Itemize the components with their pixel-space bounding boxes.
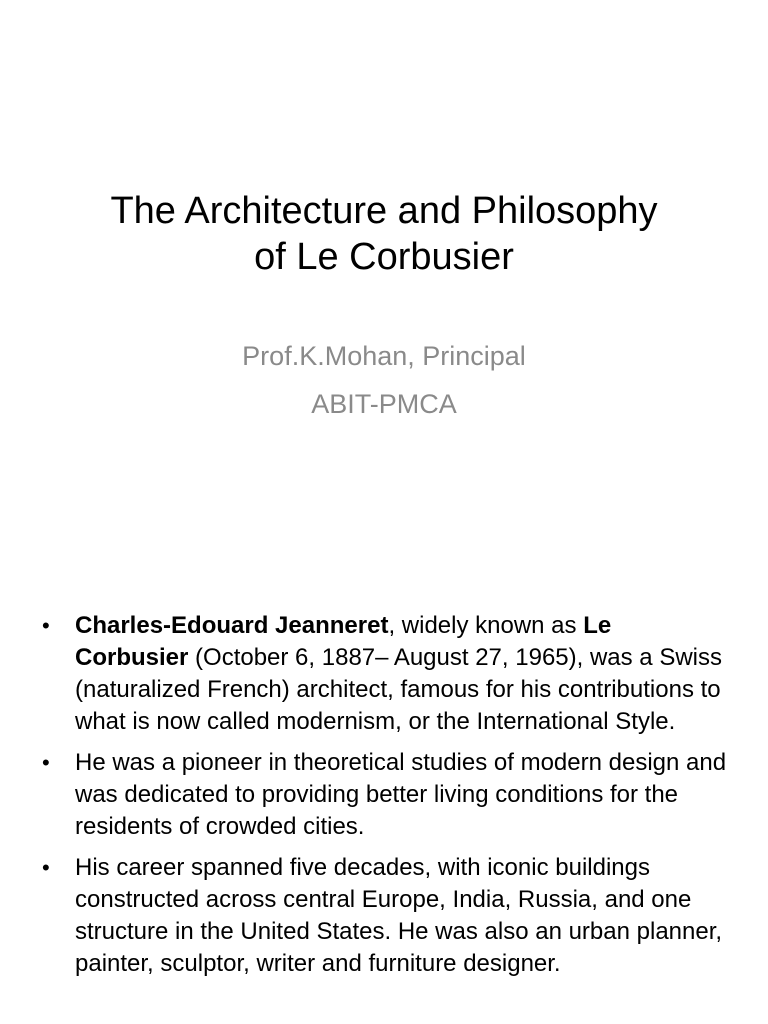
bullet-dot-icon: •	[42, 750, 50, 775]
bullet-text-2: He was a pioneer in theoretical studies of modern design and was dedicated to providing better living conditions for the residents of crowded cities.	[75, 749, 727, 840]
bold-name-jeanneret: Charles-Edouard Jeanneret	[75, 612, 389, 639]
author-name: Prof.K.Mohan, Principal	[242, 341, 526, 371]
bullet-item-1	[40, 610, 730, 738]
content-slide	[0, 576, 768, 1024]
bullet-text-1	[75, 612, 722, 735]
bullet-dot-icon: •	[42, 613, 50, 638]
bullet-text-3: His career spanned five decades, with iconic buildings constructed across central Europe, India, Russia, and one structure in the United States. He was also an urban planner, painter, sculptor, writer and furniture designer.	[75, 854, 723, 977]
bullet-text-1-part-1: , widely known as	[388, 612, 584, 639]
bullet-dot-icon: •	[42, 855, 50, 880]
slide-title-line-1: The Architecture and Philosophy	[110, 190, 658, 232]
bullet-item-3	[40, 852, 730, 980]
bold-name-le-corbusier: Le Corbusier	[75, 612, 612, 671]
bullet-item-2	[40, 747, 730, 843]
bullet-text-1-part-2: (October 6, 1887– August 27, 1965), was a Swiss (naturalized French) architect, famous for his contributions to what is now called modernism, or the International Style.	[75, 644, 722, 735]
author-institution: ABIT-PMCA	[311, 389, 457, 419]
slide-title-line-2: of Le Corbusier	[254, 236, 514, 278]
slide-title	[40, 188, 728, 280]
slide-subtitle	[60, 332, 708, 428]
bullet-list	[40, 610, 730, 989]
